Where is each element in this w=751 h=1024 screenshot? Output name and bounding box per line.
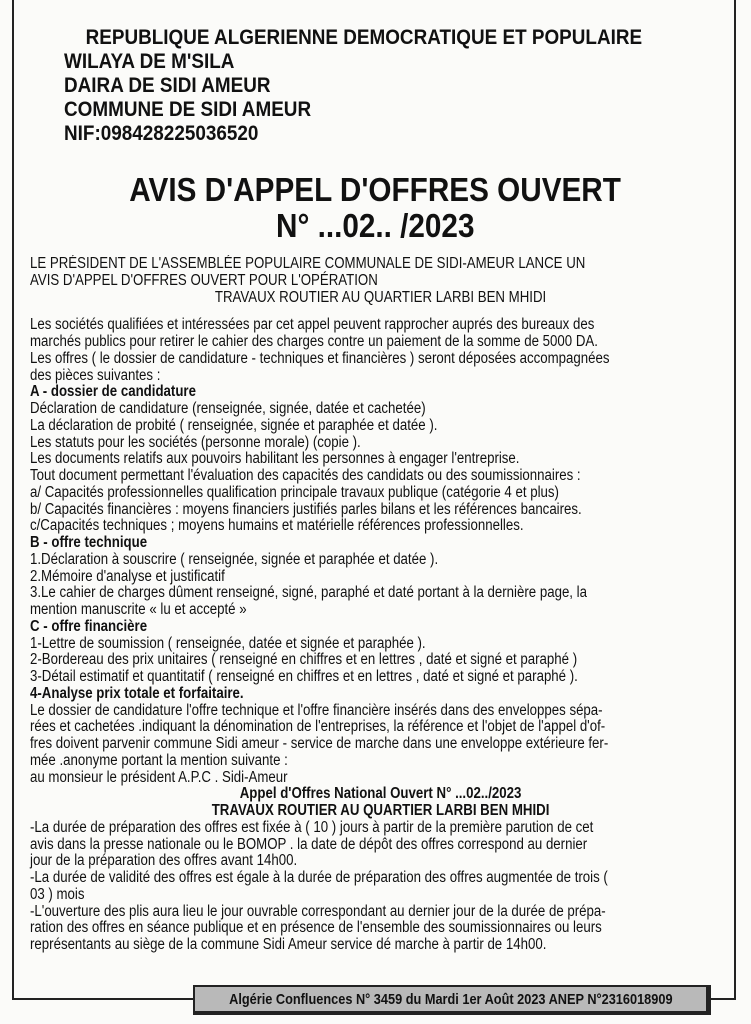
body-line: b/ Capacités financières : moyens financiers justifiés parles bilans et les références bancaires. [30,500,582,518]
body-lines [30,317,731,954]
body-line: ration des offres en séance publique et en présence de l'ensemble des soumissionnaires ou leurs [30,919,602,937]
body-line: jour de la préparation des offres avant 14h00. [30,852,298,870]
intro-line: LE PRÉSIDENT DE L'ASSEMBLÉE POPULAIRE COMMUNALE DE SIDI-AMEUR LANCE UN [30,255,586,272]
notice-body [30,256,731,954]
title-main: AVIS D'APPEL D'OFFRES OUVERT [129,171,622,208]
body-line: rées et cachetées .indiquant la dénomination de l'entreprises, la référence et l'objet de l'appel d'of- [30,718,606,736]
body-line: -La durée de validité des offres est égale à la durée de préparation des offres augmentée de trois ( [30,869,608,886]
body-line: Les sociétés qualifiées et intéressées par cet appel peuvent rapprocher auprés des bureaux des [30,316,595,334]
body-line: Les documents relatifs aux pouvoirs habilitant les personnes à engager l'entreprise. [30,450,520,468]
body-line: avis dans la presse nationale ou le BOMOP . la date de dépôt des offres correspond au dernier [30,835,588,853]
publication-reference: Algérie Confluences N° 3459 du Mardi 1er Août 2023 ANEP N°2316018909 [228,990,673,1008]
section-heading: C - offre financière [30,617,148,635]
body-line: 2.Mémoire d'analyse et justificatif [30,567,225,585]
header-line-daira: DAIRA DE SIDI AMEUR [64,74,271,97]
body-line: 1.Déclaration à souscrire ( renseignée, signée et paraphée et datée ). [30,550,439,568]
body-line: -La durée de préparation des offres est fixée à ( 10 ) jours à partir de la première parution de cet [30,818,594,836]
body-line: marchés publics pour retirer le cahier des charges contre un paiement de la somme de 5000 DA. [30,333,598,350]
body-line: 3.Le cahier de charges dûment renseigné, signé, paraphé et daté portant à la dernière page, la [30,584,587,602]
header-line-nif: NIF:098428225036520 [64,122,259,145]
body-line: mée .anonyme portant la mention suivante : [30,751,288,769]
title-number: N° ...02.. /2023 [276,207,475,244]
body-line: au monsieur le président A.P.C . Sidi-Ameur [30,768,288,786]
header-line-wilaya: WILAYA DE M'SILA [64,50,235,73]
body-line: a/ Capacités professionnelles qualification principale travaux publique (catégorie 4 et plus) [30,483,559,501]
body-line: -L'ouverture des plis aura lieu le jour ouvrable correspondant au dernier jour de la durée de prépa- [30,902,606,920]
body-line: Les statuts pour les sociétés (personne morale) (copie ). [30,433,361,451]
body-line: Le dossier de candidature l'offre technique et l'offre financière insérés dans des enveloppes sépa- [30,701,603,719]
body-line: c/Capacités techniques ; moyens humains et matérielle références professionnelles. [30,517,524,535]
body-line: La déclaration de probité ( renseignée, signée et paraphée et datée ). [30,416,438,434]
body-line: 03 ) mois [30,885,85,903]
section-heading: 4-Analyse prix totale et forfaitaire. [30,684,244,702]
intro-operation: TRAVAUX ROUTIER AU QUARTIER LARBI BEN MHIDI [214,288,547,306]
body-line: des pièces suivantes : [30,366,161,384]
section-heading: A - dossier de candidature [30,383,196,401]
body-line: Tout document permettant l'évaluation des capacités des candidats ou des soumissionnaires : [30,467,581,484]
publication-footer [193,985,711,1015]
body-line: Déclaration de candidature (renseignée, signée, datée et cachetée) [30,400,426,417]
body-line: 2-Bordereau des prix unitaires ( renseigné en chiffres et en lettres , daté et signé et paraphé ) [30,651,578,669]
issuer-header [64,26,642,146]
body-line: Les offres ( le dossier de candidature - techniques et financières ) seront déposées accompagnées [30,349,610,367]
section-heading: Appel d'Offres National Ouvert N° ...02../2023 [239,785,522,803]
section-heading: B - offre technique [30,534,148,551]
intro-line: AVIS D'APPEL D'OFFRES OUVERT POUR L'OPÉRATION [30,271,378,289]
body-line: fres doivent parvenir commune Sidi ameur - service de marche dans une enveloppe extérieure fer- [30,735,609,752]
header-line-republic: REPUBLIQUE ALGERIENNE DEMOCRATIQUE ET POPULAIRE [85,26,643,49]
body-line: 3-Détail estimatif et quantitatif ( renseigné en chiffres et en lettres , daté et signé et paraphé ). [30,668,578,685]
body-line: 1-Lettre de soumission ( renseignée, datée et signée et paraphée ). [30,634,426,652]
body-line: représentants au siège de la commune Sidi Ameur service dé marche à partir de 14h00. [30,936,547,953]
section-heading: TRAVAUX ROUTIER AU QUARTIER LARBI BEN MHIDI [211,802,550,819]
notice-title [0,172,751,244]
body-line: mention manuscrite « lu et accepté » [30,601,247,618]
header-line-commune: COMMUNE DE SIDI AMEUR [64,98,312,121]
